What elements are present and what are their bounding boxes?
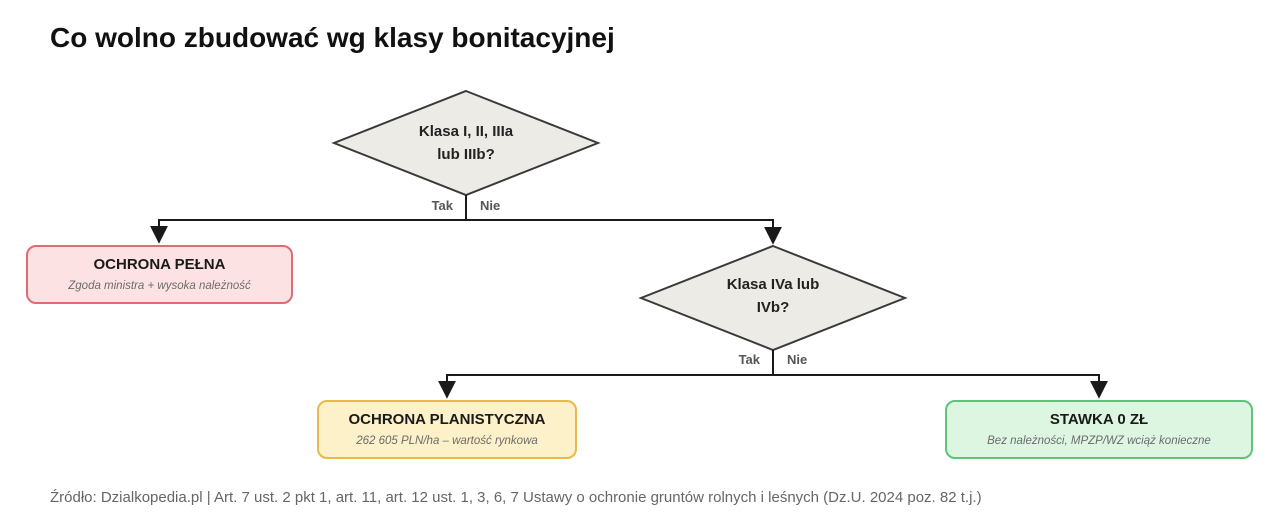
decision-diamond-1 [334,91,598,195]
outcome-zero-rate [945,400,1253,459]
decision-2-line2: IVb? [756,299,790,316]
outcome-planning-protection-subtitle: 262 605 PLN/ha – wartość rynkowa [356,435,538,447]
decision-1-line2: lub IIIb? [437,146,495,163]
decision-diamond-2 [641,246,905,350]
outcome-planning-protection-title: OCHRONA PLANISTYCZNA [348,411,546,428]
source-note: Źródło: Dzialkopedia.pl | Art. 7 ust. 2 pkt 1, art. 11, art. 12 ust. 1, 3, 6, 7 Ustawy o ochronie gruntów rolnych i leśnych (Dz.U. 2024 poz. 82 t.j.) [50,489,982,506]
outcome-full-protection-subtitle: Zgoda ministra + wysoka należność [68,280,251,292]
outcome-full-protection-title: OCHRONA PEŁNA [93,256,226,273]
outcome-planning-protection [317,400,577,459]
decision-2-yes-label: Tak [738,352,760,367]
outcome-full-protection [26,245,293,304]
decision-1-no-label: Nie [480,198,501,213]
decision-2-no-label: Nie [787,352,808,367]
decision-1-yes-label: Tak [431,198,453,213]
decision-2-line1: Klasa IVa lub [726,276,820,293]
decision-1-line1: Klasa I, II, IIIa [418,123,514,140]
page-title: Co wolno zbudować wg klasy bonitacyjnej [50,22,615,53]
outcome-zero-rate-subtitle: Bez należności, MPZP/WZ wciąż konieczne [987,435,1211,447]
outcome-zero-rate-title: STAWKA 0 ZŁ [1049,411,1149,428]
